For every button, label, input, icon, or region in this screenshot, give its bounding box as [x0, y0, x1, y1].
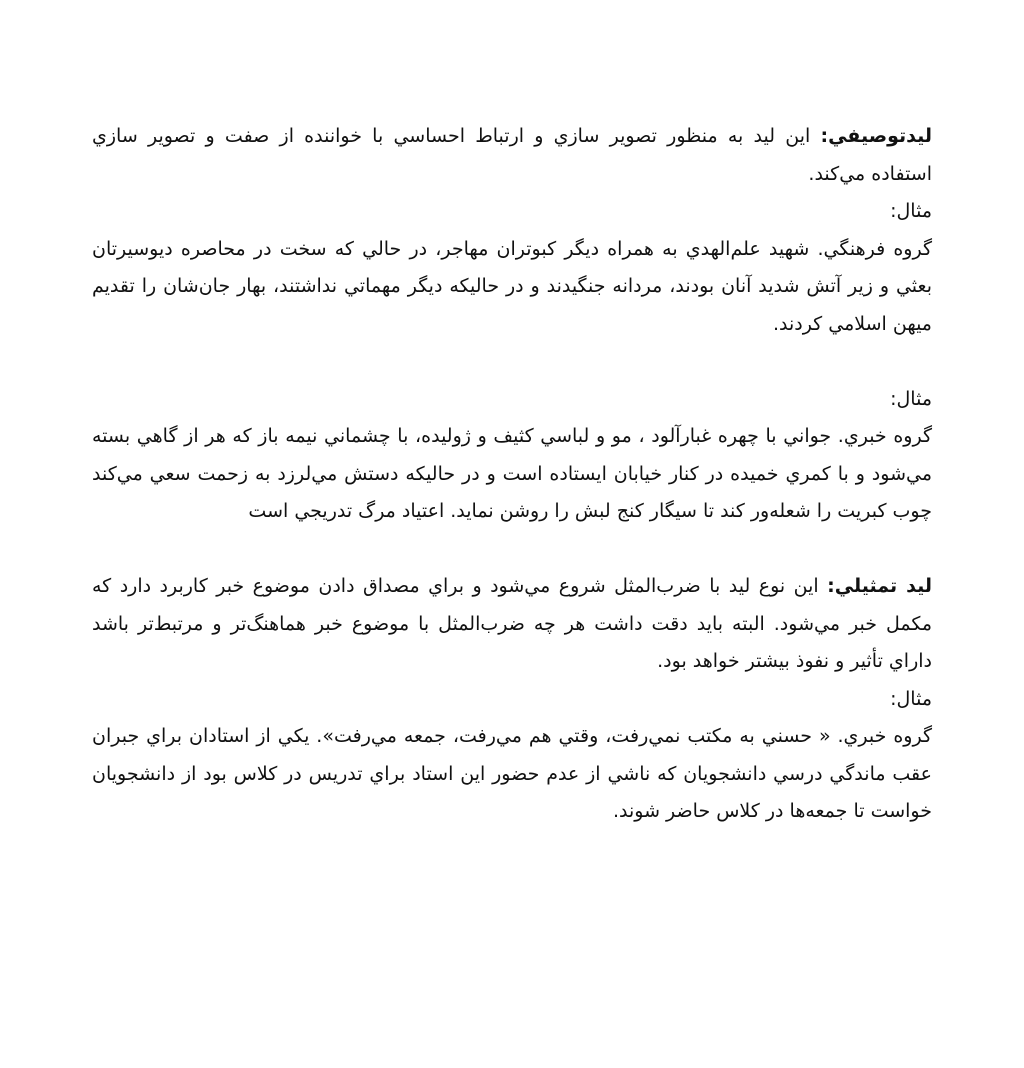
allegorical-lead-term: ليد تمثيلي:	[827, 575, 932, 597]
document-page	[92, 118, 932, 831]
descriptive-lead-definition: اين ليد به منظور تصوير سازي و ارتباط احساسي با خواننده از صفت و تصوير سازي استفاده مي‌كند.	[92, 125, 932, 185]
descriptive-lead-paragraph	[92, 118, 932, 193]
proverb-example-text: گروه خبري. « حسني به مكتب نمي‌رفت، وقتي هم مي‌رفت، جمعه مي‌رفت». يكي از استادان براي جبران عقب ماندگي درسي دانشجويان كه ناشي از عدم حضور اين استاد براي تدريس در كلاس بود از دانشجويان خواست تا جمعه‌ها در كلاس حاضر شوند.	[92, 725, 932, 822]
cultural-example-text: گروه فرهنگي. شهيد علم‌الهدي به همراه ديگر كبوتران مهاجر، در حالي كه سخت در محاصره ديوسيرتان بعثي و زير آتش شديد آنان بودند، مردانه جنگيدند و در حاليكه ديگر مهماتي نداشتند، بهار جان‌شان را تقديم ميهن اسلامي كردند.	[92, 237, 932, 335]
addiction-example-text: گروه خبري. جواني با چهره غبارآلود ، مو و لباسي كثيف و ژوليده، با چشماني نيمه باز كه هر از گاهي بسته مي‌شود و با كمري خميده در كنار خيابان ايستاده است و در حاليكه دستش مي‌لرزد به زحمت سعي مي‌كند چوب كبريت را شعله‌ور كند تا سيگار كنج لبش را روشن نمايد. اعتياد مرگ تدريجي است	[92, 425, 932, 522]
example-label: مثال:	[890, 200, 932, 222]
example-label: مثال:	[890, 687, 932, 710]
paragraph-gap	[92, 343, 932, 381]
paragraph-gap	[92, 531, 932, 569]
example-label: مثال:	[890, 387, 932, 410]
allegorical-lead-paragraph	[92, 568, 932, 681]
descriptive-lead-term: ليدتوصيفي:	[820, 125, 932, 147]
allegorical-lead-definition: اين نوع ليد با ضرب‌المثل شروع مي‌شود و براي مصداق دادن موضوع خبر كاربرد دارد كه مكمل خبر مي‌شود. البته بايد دقت داشت هر چه ضرب‌المثل با موضوع خبر هماهنگ‌تر و مرتبط‌تر باشد داراي تأثير و نفوذ بيشتر خواهد بود.	[92, 575, 932, 672]
